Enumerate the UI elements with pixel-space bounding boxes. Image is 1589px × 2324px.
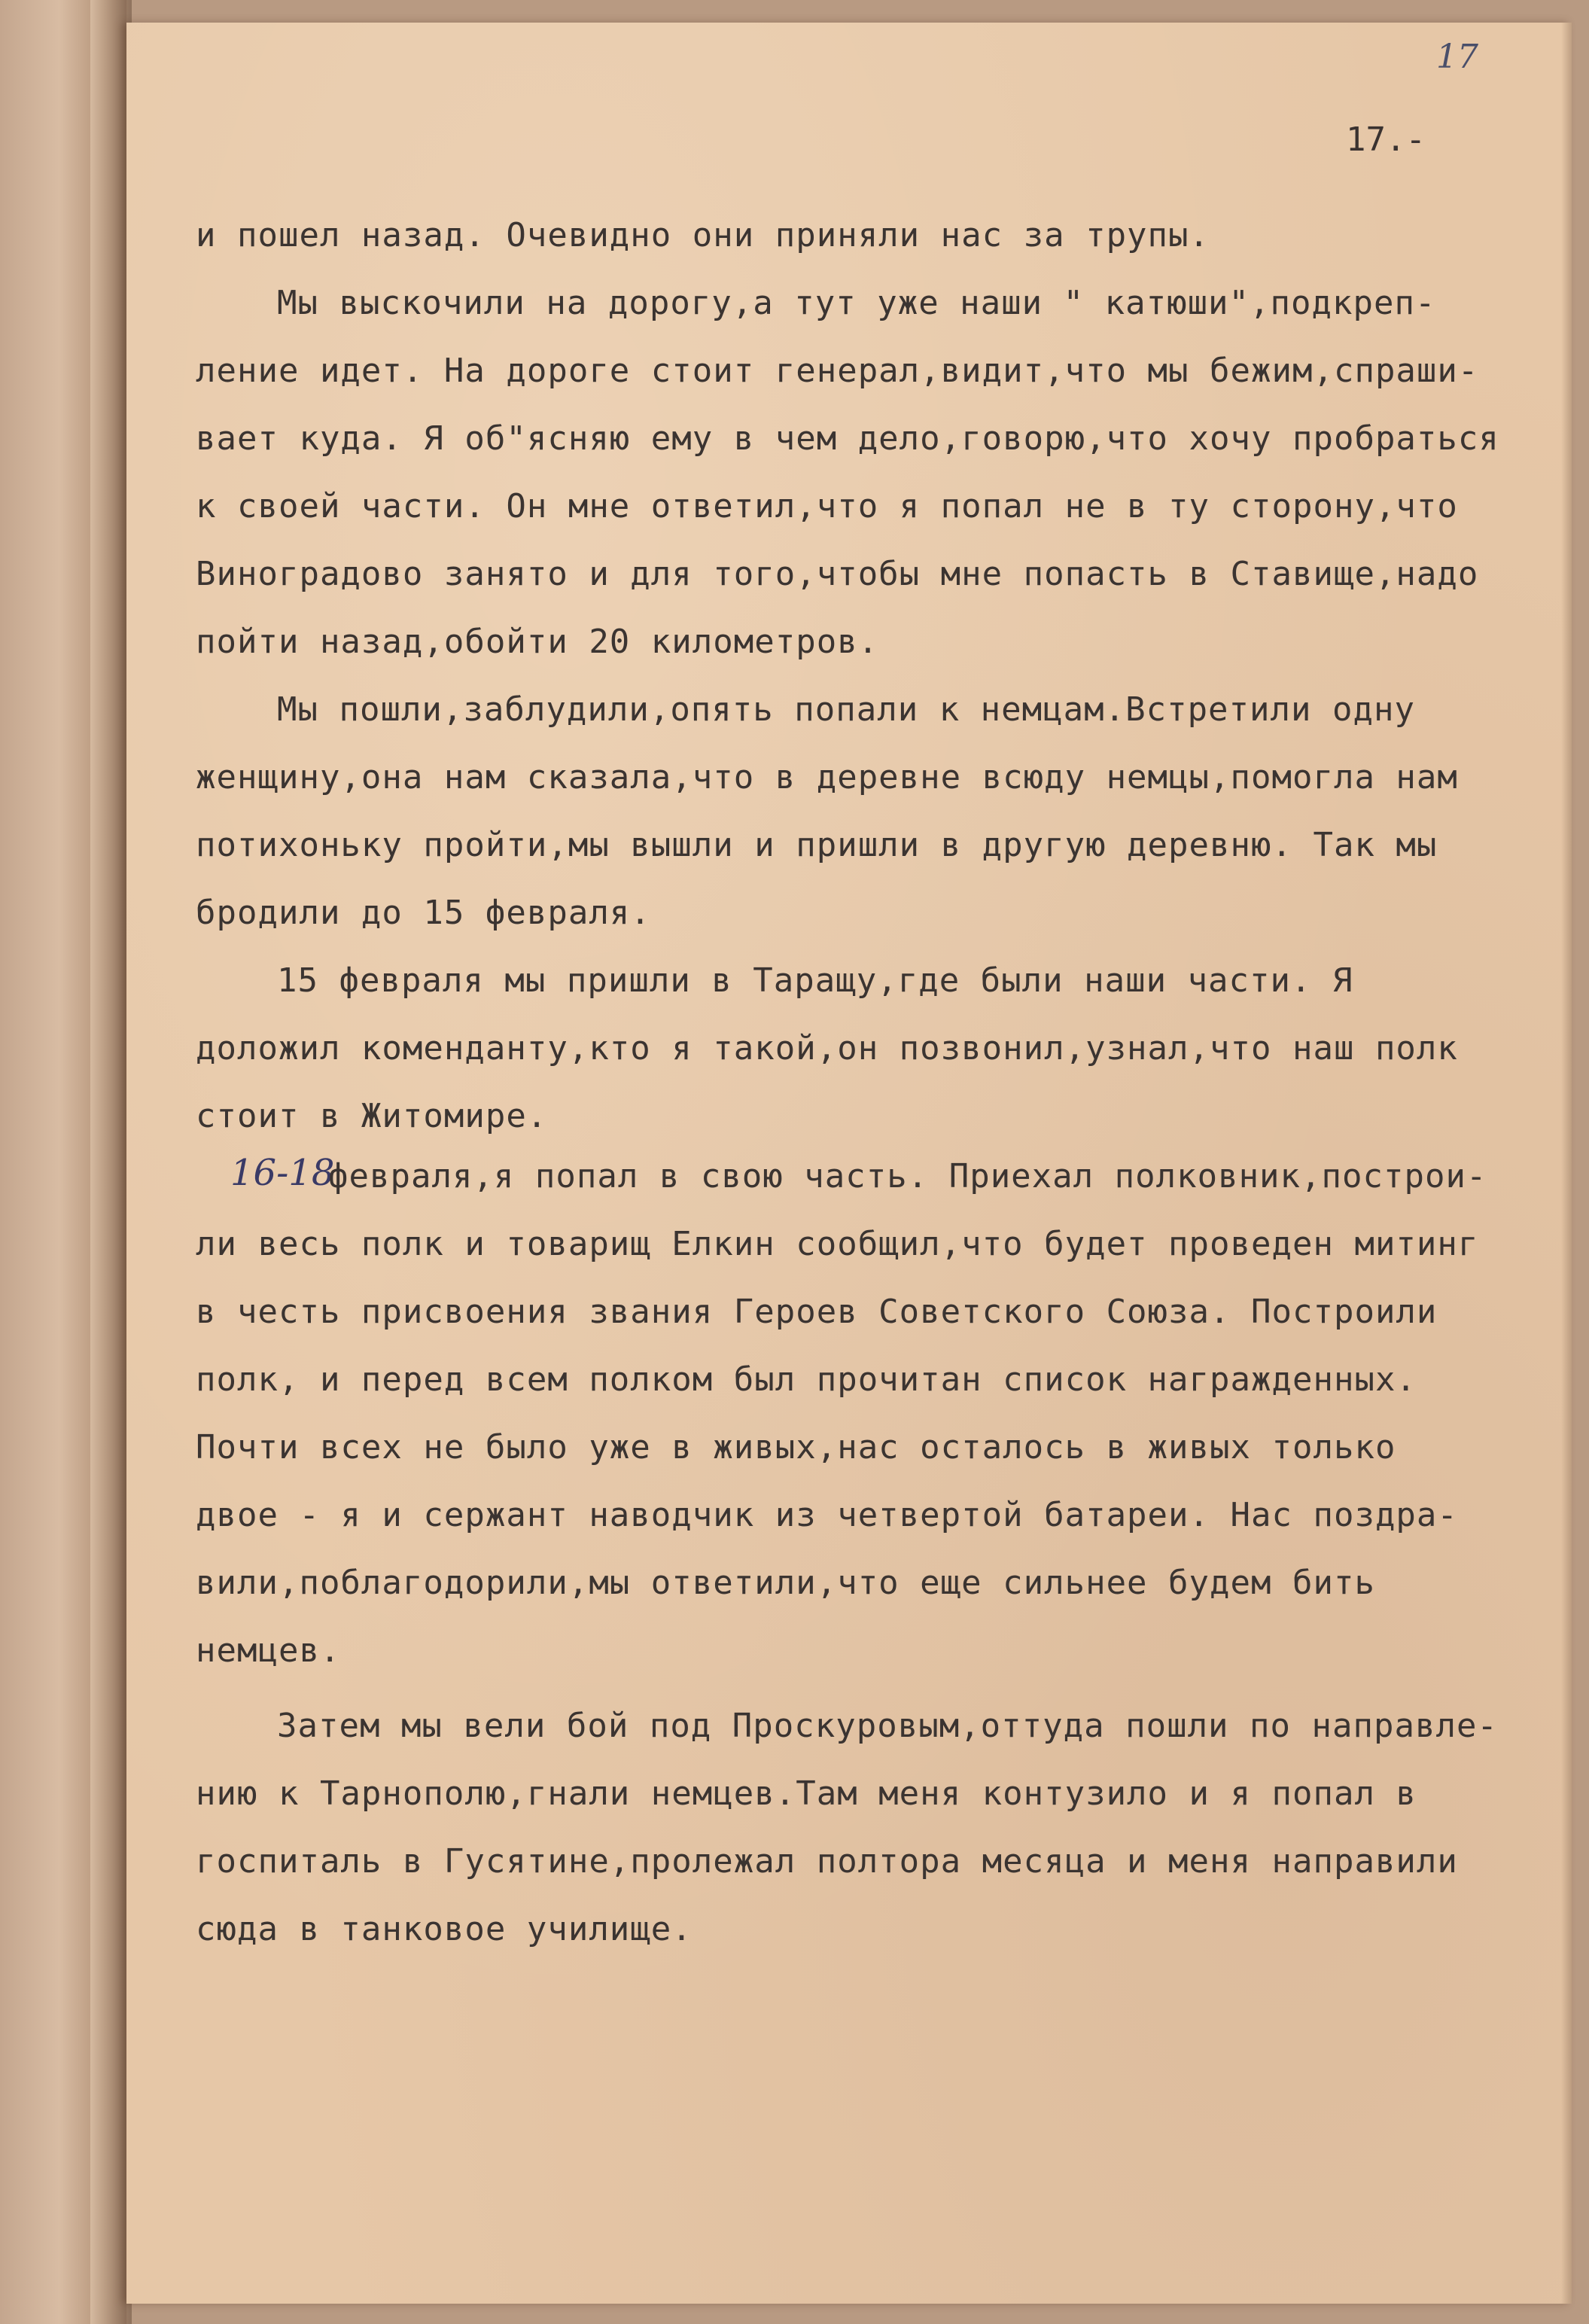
paragraph-start-line: Мы выскочили на дорогу,а тут уже наши " катюши",подкреп- <box>277 284 1436 322</box>
paragraph-start-line: Затем мы вели бой под Проскуровым,оттуда пошли по направле- <box>277 1707 1498 1745</box>
text-line: госпиталь в Гусятине,пролежал полтора месяца и меня направили <box>196 1842 1458 1881</box>
text-line: женщину,она нам сказала,что в деревне всюду немцы,помогла нам <box>196 758 1458 796</box>
text-line: бродили до 15 февраля. <box>196 894 651 932</box>
text-line: двое - я и сержант наводчик из четвертой батареи. Нас поздра- <box>196 1496 1458 1534</box>
document-page <box>126 23 1572 2304</box>
text-line: доложил коменданту,кто я такой,он позвонил,узнал,что наш полк <box>196 1029 1458 1068</box>
text-line: немцев. <box>196 1631 341 1670</box>
text-line: вили,поблагодорили,мы ответили,что еще сильнее будем бить <box>196 1564 1375 1602</box>
text-line: и пошел назад. Очевидно они приняли нас за трупы. <box>196 216 1210 254</box>
text-line: в честь присвоения звания Героев Советского Союза. Построили <box>196 1293 1438 1331</box>
page-edge-shadow <box>1561 23 1572 2304</box>
text-line: сюда в танковое училище. <box>196 1910 693 1948</box>
text-line: полк, и перед всем полком был прочитан список награжденных. <box>196 1360 1417 1399</box>
text-line: Виноградово занято и для того,чтобы мне попасть в Ставище,надо <box>196 555 1479 593</box>
paragraph-start-line: Мы пошли,заблудили,опять попали к немцам.Встретили одну <box>277 690 1415 729</box>
text-line: нию к Тарнополю,гнали немцев.Там меня контузило и я попал в <box>196 1774 1417 1813</box>
text-line: вает куда. Я об"ясняю ему в чем дело,говорю,что хочу пробраться <box>196 419 1499 458</box>
handwritten-page-number: 17 <box>1436 38 1478 76</box>
text-line: Почти всех не было уже в живых,нас осталось в живых только <box>196 1428 1396 1467</box>
handwritten-date-note: 16-18 <box>230 1152 335 1194</box>
text-line: ление идет. На дороге стоит генерал,видит,что мы бежим,спраши- <box>196 352 1479 390</box>
paragraph-start-line: февраля,я попал в свою часть. Приехал полковник,построи- <box>328 1157 1487 1196</box>
left-page-edge <box>90 0 126 2324</box>
text-line: потихоньку пройти,мы вышли и пришли в другую деревню. Так мы <box>196 826 1438 864</box>
typed-page-number: 17.- <box>1346 120 1426 159</box>
paragraph-start-line: 15 февраля мы пришли в Таращу,где были наши части. Я <box>277 961 1353 1000</box>
text-line: к своей части. Он мне ответил,что я попал не в ту сторону,что <box>196 487 1458 525</box>
text-line: ли весь полк и товарищ Елкин сообщил,что будет проведен митинг <box>196 1225 1479 1263</box>
text-line: пойти назад,обойти 20 километров. <box>196 623 879 661</box>
text-line: стоит в Житомире. <box>196 1097 548 1135</box>
